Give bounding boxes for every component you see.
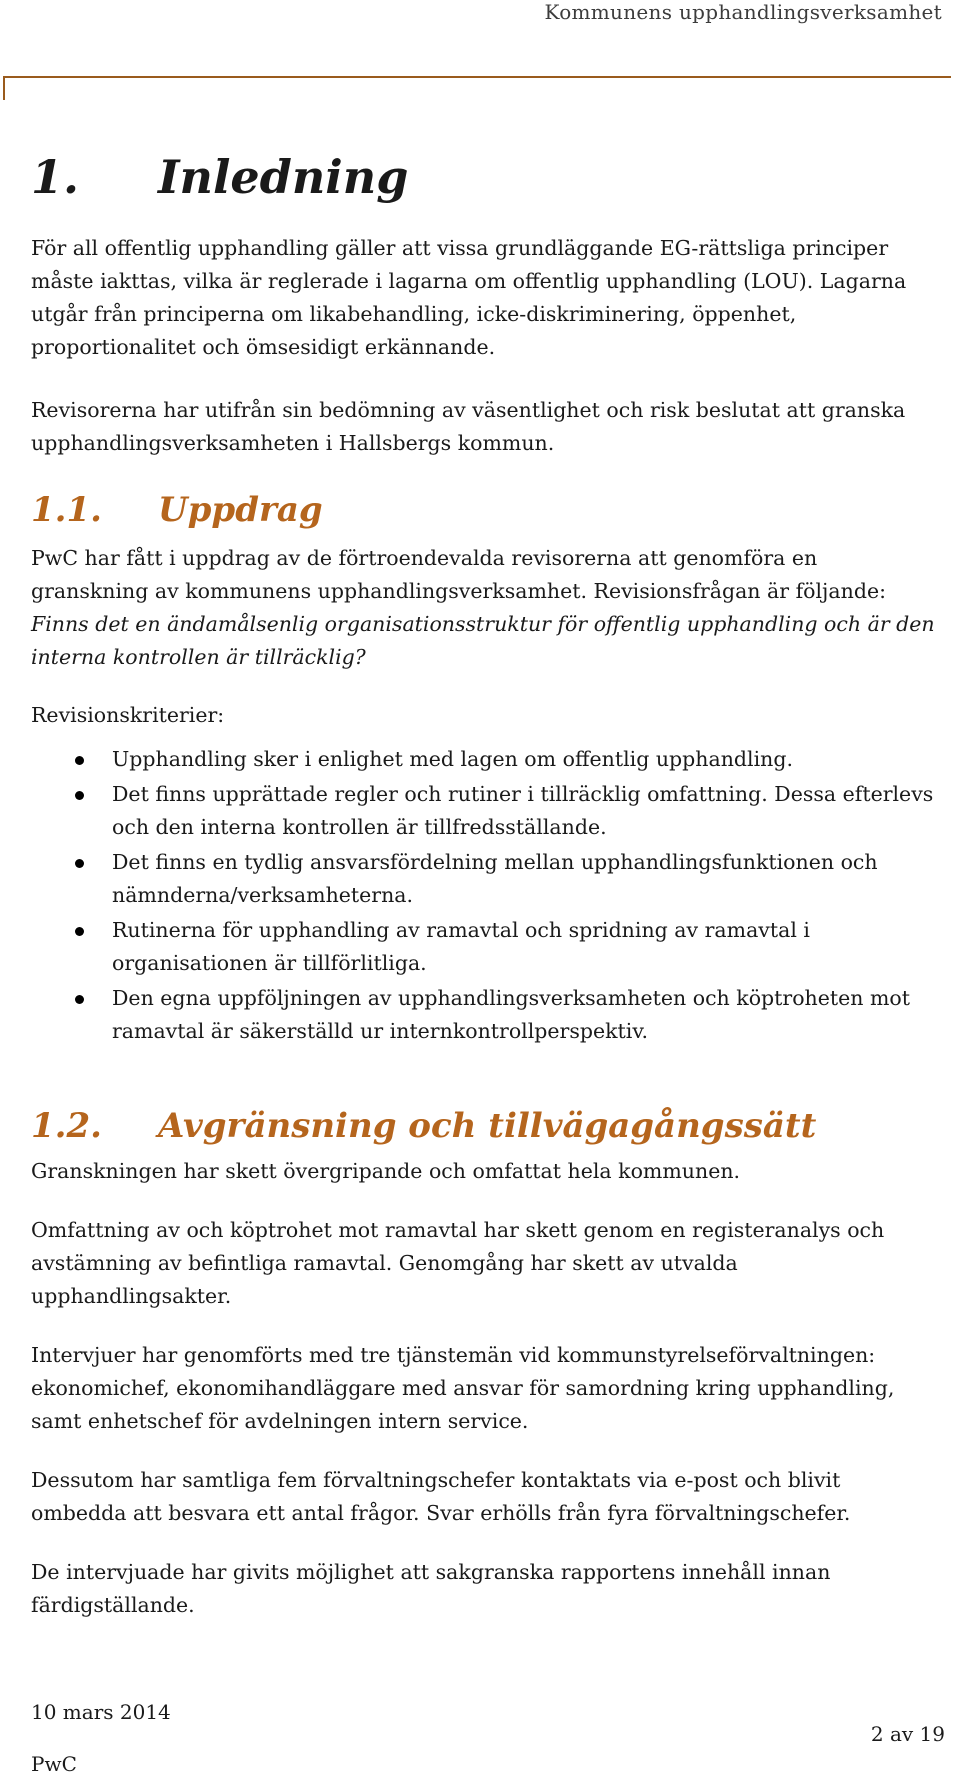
list-item-text: Den egna uppföljningen av upphandlingsverksamheten och köptroheten mot ramavtal är säkerställd ur internkontrollperspektiv. <box>112 986 910 1043</box>
list-item <box>31 982 941 1048</box>
paragraph-scope: Revisorerna har utifrån sin bedömning av väsentlighet och risk beslutat att granska upphandlingsverksamheten i Hallsbergs kommun. <box>31 398 906 455</box>
assignment-text: PwC har fått i uppdrag av de förtroendevalda revisorerna att genomföra en granskning av kommunens upphandlingsverksamhet. Revisionsfrågan är följande: <box>31 546 886 603</box>
bullet-icon <box>75 791 84 800</box>
bullet-icon <box>75 756 84 765</box>
bullet-icon <box>75 995 84 1004</box>
list-item <box>31 914 941 980</box>
page-number: 2 av 19 <box>870 1722 945 1746</box>
header-rule-tick <box>3 76 5 100</box>
revision-question: Finns det en ändamålsenlig organisationsstruktur för offentlig upphandling och är den interna kontrollen är tillräcklig? <box>31 612 935 669</box>
running-header: Kommunens upphandlingsverksamhet <box>544 0 942 24</box>
paragraph-method: Omfattning av och köptrohet mot ramavtal har skett genom en registeranalys och avstämning av befintliga ramavtal. Genomgång har skett av utvalda upphandlingsakter. <box>31 1218 885 1308</box>
subsection-title: Avgränsning och tillvägagångssätt <box>158 1106 817 1146</box>
list-item-text: Det finns en tydlig ansvarsfördelning mellan upphandlingsfunktionen och nämnderna/verksamheterna. <box>112 850 878 907</box>
criteria-label: Revisionskriterier: <box>31 703 225 727</box>
list-item-text: Det finns upprättade regler och rutiner i tillräcklig omfattning. Dessa efterlevs och den interna kontrollen är tillfredsställande. <box>112 782 934 839</box>
list-item <box>31 846 941 912</box>
section-heading-1 <box>31 150 408 204</box>
bullet-icon <box>75 859 84 868</box>
list-item <box>31 778 941 844</box>
bullet-icon <box>75 927 84 936</box>
list-item-text: Upphandling sker i enlighet med lagen om offentlig upphandling. <box>112 747 793 771</box>
header-rule <box>3 76 951 78</box>
footer-date: 10 mars 2014 <box>31 1700 171 1724</box>
list-item-text: Rutinerna för upphandling av ramavtal och spridning av ramavtal i organisationen är tillförlitliga. <box>112 918 810 975</box>
section-number: 1. <box>31 150 80 204</box>
paragraph-coverage: Granskningen har skett övergripande och omfattat hela kommunen. <box>31 1159 741 1183</box>
section-heading-1-2 <box>31 1106 816 1146</box>
section-heading-1-1 <box>31 490 323 530</box>
criteria-list <box>31 743 941 1050</box>
paragraph-survey: Dessutom har samtliga fem förvaltningschefer kontaktats via e-post och blivit ombedda att besvara ett antal frågor. Svar erhölls från fyra förvaltningschefer. <box>31 1468 851 1525</box>
paragraph-assignment <box>31 542 941 674</box>
section-title: Inledning <box>158 150 409 204</box>
subsection-number: 1.2. <box>31 1106 102 1146</box>
subsection-title: Uppdrag <box>158 490 323 530</box>
paragraph-review: De intervjuade har givits möjlighet att sakgranska rapportens innehåll innan färdigställande. <box>31 1560 831 1617</box>
paragraph-intro: För all offentlig upphandling gäller att vissa grundläggande EG-rättsliga principer måste iakttas, vilka är reglerade i lagarna om offentlig upphandling (LOU). Lagarna utgår från principerna om likabehandling, icke-diskriminering, öppenhet, proportionalitet och ömsesidigt erkännande. <box>31 236 907 359</box>
paragraph-interviews: Intervjuer har genomförts med tre tjänstemän vid kommunstyrelseförvaltningen: ekonomichef, ekonomihandläggare med ansvar för samordning kring upphandling, samt enhetschef för avdelningen intern service. <box>31 1343 895 1433</box>
footer-brand: PwC <box>31 1752 77 1776</box>
subsection-number: 1.1. <box>31 490 102 530</box>
list-item <box>31 743 941 776</box>
